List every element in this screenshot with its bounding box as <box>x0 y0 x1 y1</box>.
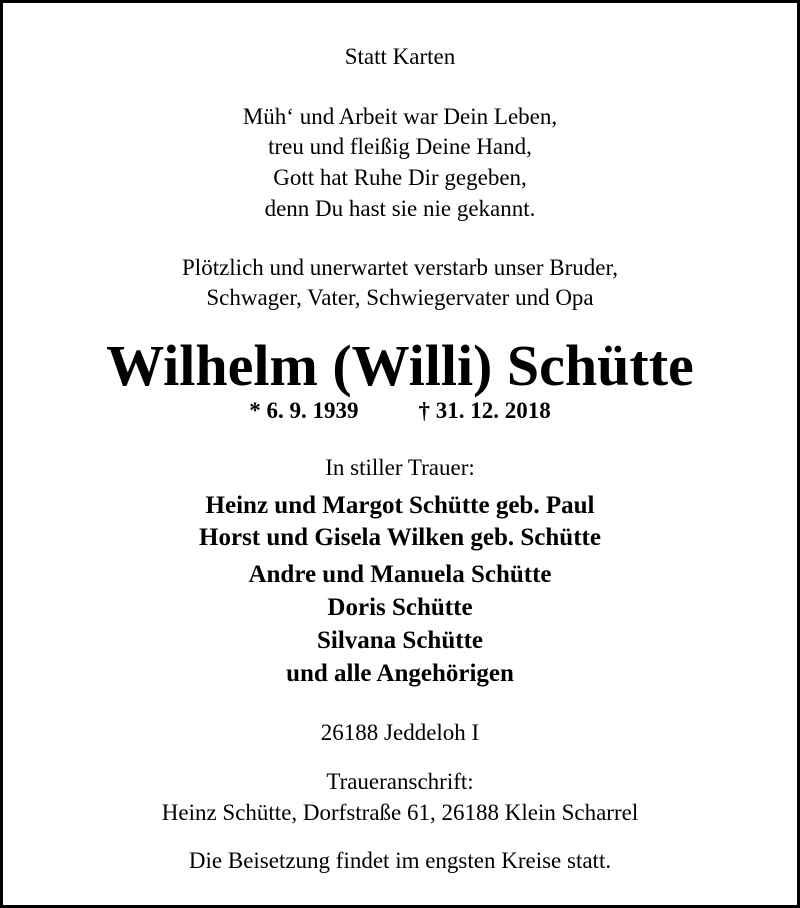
intro-line: Schwager, Vater, Schwiegervater und Opa <box>206 285 594 310</box>
funeral-note: Die Beisetzung findet im engsten Kreise statt. <box>188 848 612 873</box>
poem-line: Müh‘ und Arbeit war Dein Leben, <box>242 104 558 129</box>
mourning-label: In stiller Trauer: <box>325 455 475 480</box>
life-dates <box>3 397 797 425</box>
poem-line: Gott hat Ruhe Dir gegeben, <box>273 165 527 190</box>
mourner-name: Silvana Schütte <box>316 627 483 654</box>
poem-line: treu und fleißig Deine Hand, <box>268 134 532 159</box>
death-date: † 31. 12. 2018 <box>418 398 551 423</box>
mourner-name: Horst und Gisela Wilken geb. Schütte <box>199 524 601 551</box>
mourner-name: Heinz und Margot Schütte geb. Paul <box>205 492 595 519</box>
birth-date: * 6. 9. 1939 <box>249 398 359 423</box>
mourner-name: Andre und Manuela Schütte <box>248 561 552 588</box>
poem-line: denn Du hast sie nie gekannt. <box>264 196 536 221</box>
address-label: Traueranschrift: <box>326 769 474 794</box>
deceased-name: Wilhelm (Willi) Schütte <box>106 333 694 398</box>
address-text: Heinz Schütte, Dorfstraße 61, 26188 Klein Scharrel <box>161 800 639 825</box>
location-text: 26188 Jeddeloh I <box>320 720 480 745</box>
mourner-name: und alle Angehörigen <box>286 660 514 687</box>
mourner-name: Doris Schütte <box>327 594 473 621</box>
header-text: Statt Karten <box>344 44 456 69</box>
intro-line: Plötzlich und unerwartet verstarb unser Bruder, <box>182 255 618 280</box>
